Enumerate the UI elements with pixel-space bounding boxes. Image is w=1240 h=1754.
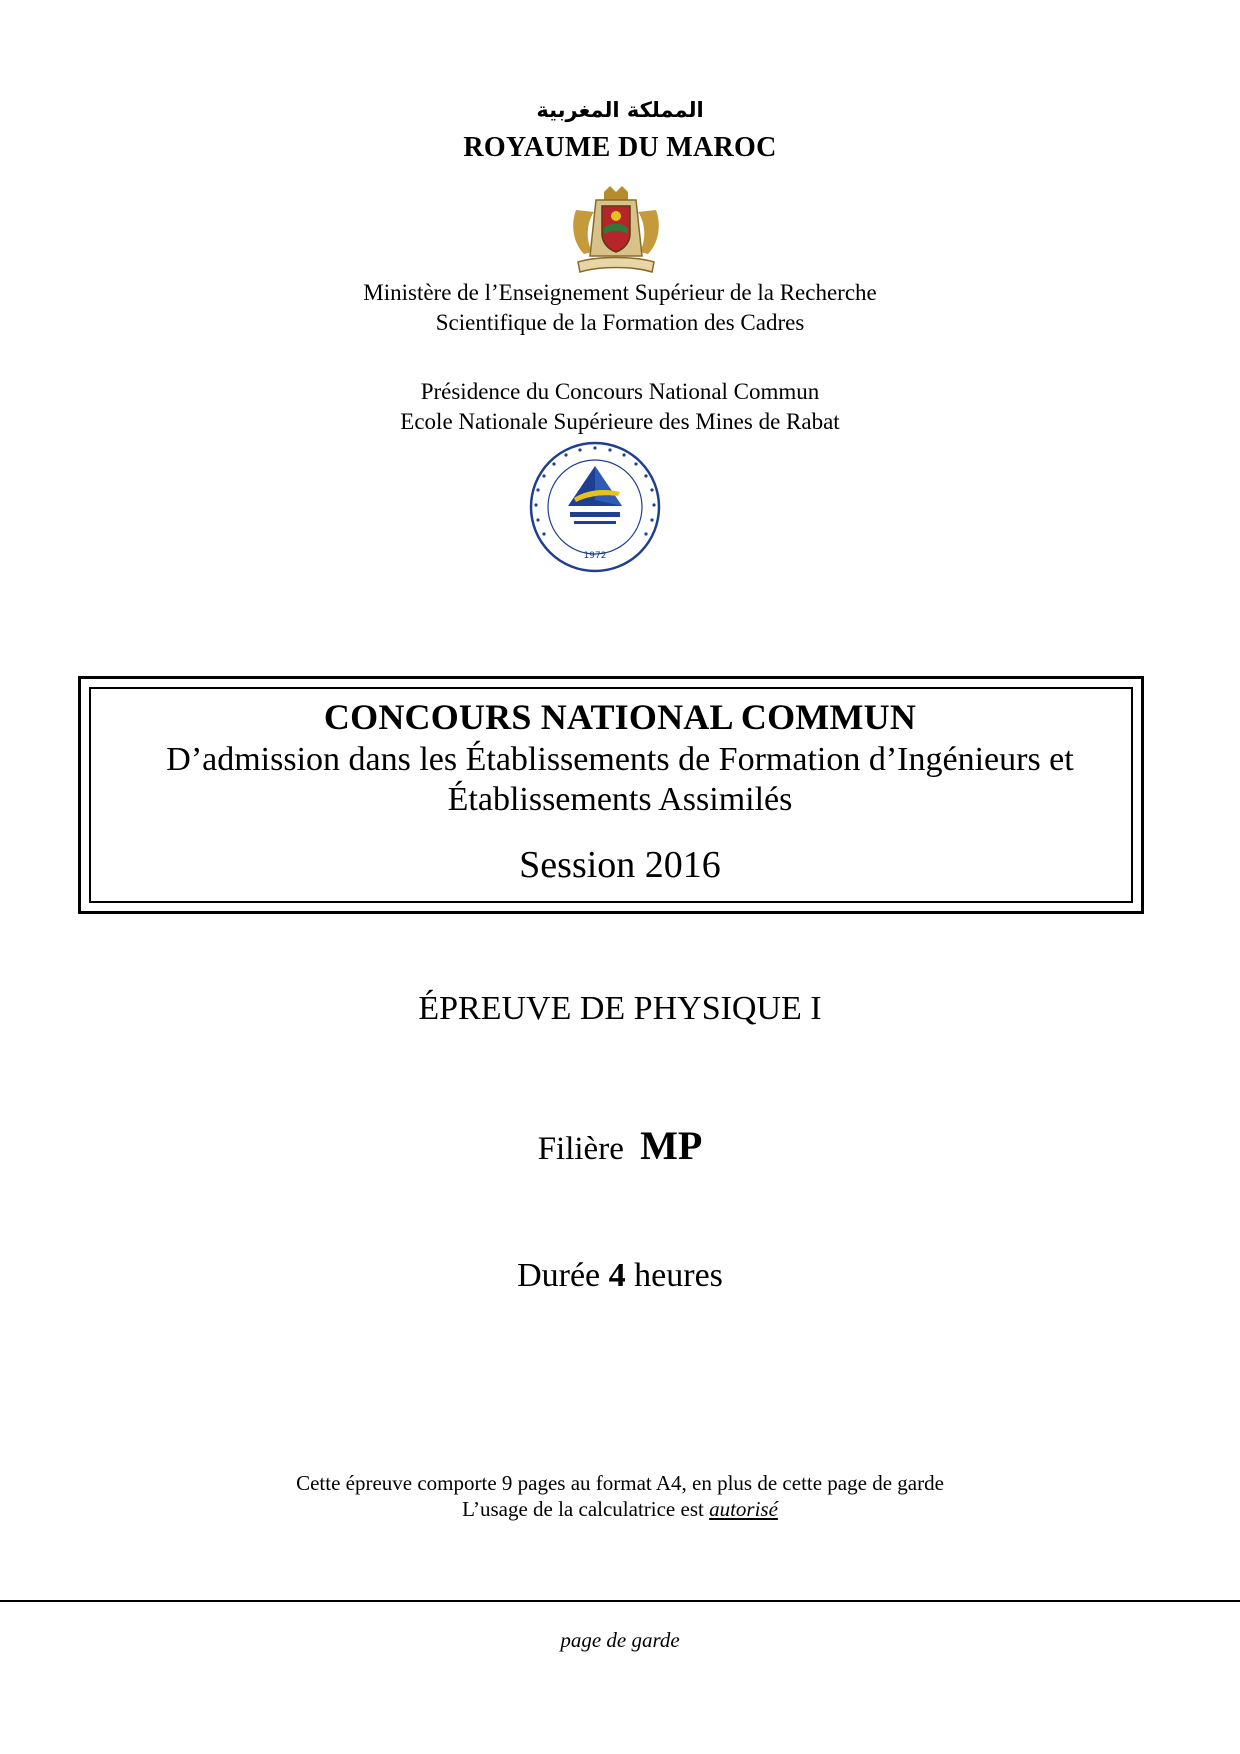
duration-value: 4 <box>608 1257 626 1294</box>
contest-subtitle-line-1: D’admission dans les Établissements de Formation d’Ingénieurs et <box>166 741 1074 778</box>
filiere-line <box>0 1122 1240 1169</box>
country-name-arabic: المملكة المغربية <box>536 98 704 122</box>
footer-label: page de garde <box>560 1628 680 1652</box>
ministry-line-1: Ministère de l’Enseignement Supérieur de la Recherche <box>363 280 877 305</box>
presidency-block <box>0 377 1240 437</box>
pages-note: Cette épreuve comporte 9 pages au format A4, en plus de cette page de garde <box>296 1471 944 1495</box>
exam-notes <box>0 1470 1240 1522</box>
presidency-line-2: Ecole Nationale Supérieure des Mines de Rabat <box>400 409 840 434</box>
duration-unit: heures <box>634 1257 723 1294</box>
session-label: Session 2016 <box>519 844 721 886</box>
contest-subtitle-line-2: Établissements Assimilés <box>447 781 793 818</box>
duration-label: Durée <box>517 1257 601 1294</box>
ministry-block <box>0 278 1240 338</box>
contest-title: CONCOURS NATIONAL COMMUN <box>323 697 917 737</box>
seal-year: 1972 <box>583 551 607 561</box>
country-name: ROYAUME DU MAROC <box>463 132 777 163</box>
filiere-value: MP <box>640 1123 703 1168</box>
presidency-line-1: Présidence du Concours National Commun <box>420 379 820 404</box>
footer-divider <box>0 1600 1240 1602</box>
duration-line <box>0 1257 1240 1295</box>
coat-of-arms-icon <box>568 186 664 280</box>
calculator-note <box>0 1496 1240 1522</box>
calculator-note-text: L’usage de la calculatrice est <box>462 1497 710 1521</box>
contest-subtitle <box>0 740 1240 820</box>
exam-title: ÉPREUVE DE PHYSIQUE I <box>418 990 822 1027</box>
school-seal-icon <box>528 440 662 574</box>
calculator-allowed: autorisé <box>709 1497 778 1521</box>
ministry-line-2: Scientifique de la Formation des Cadres <box>435 310 805 335</box>
filiere-label: Filière <box>537 1131 624 1167</box>
